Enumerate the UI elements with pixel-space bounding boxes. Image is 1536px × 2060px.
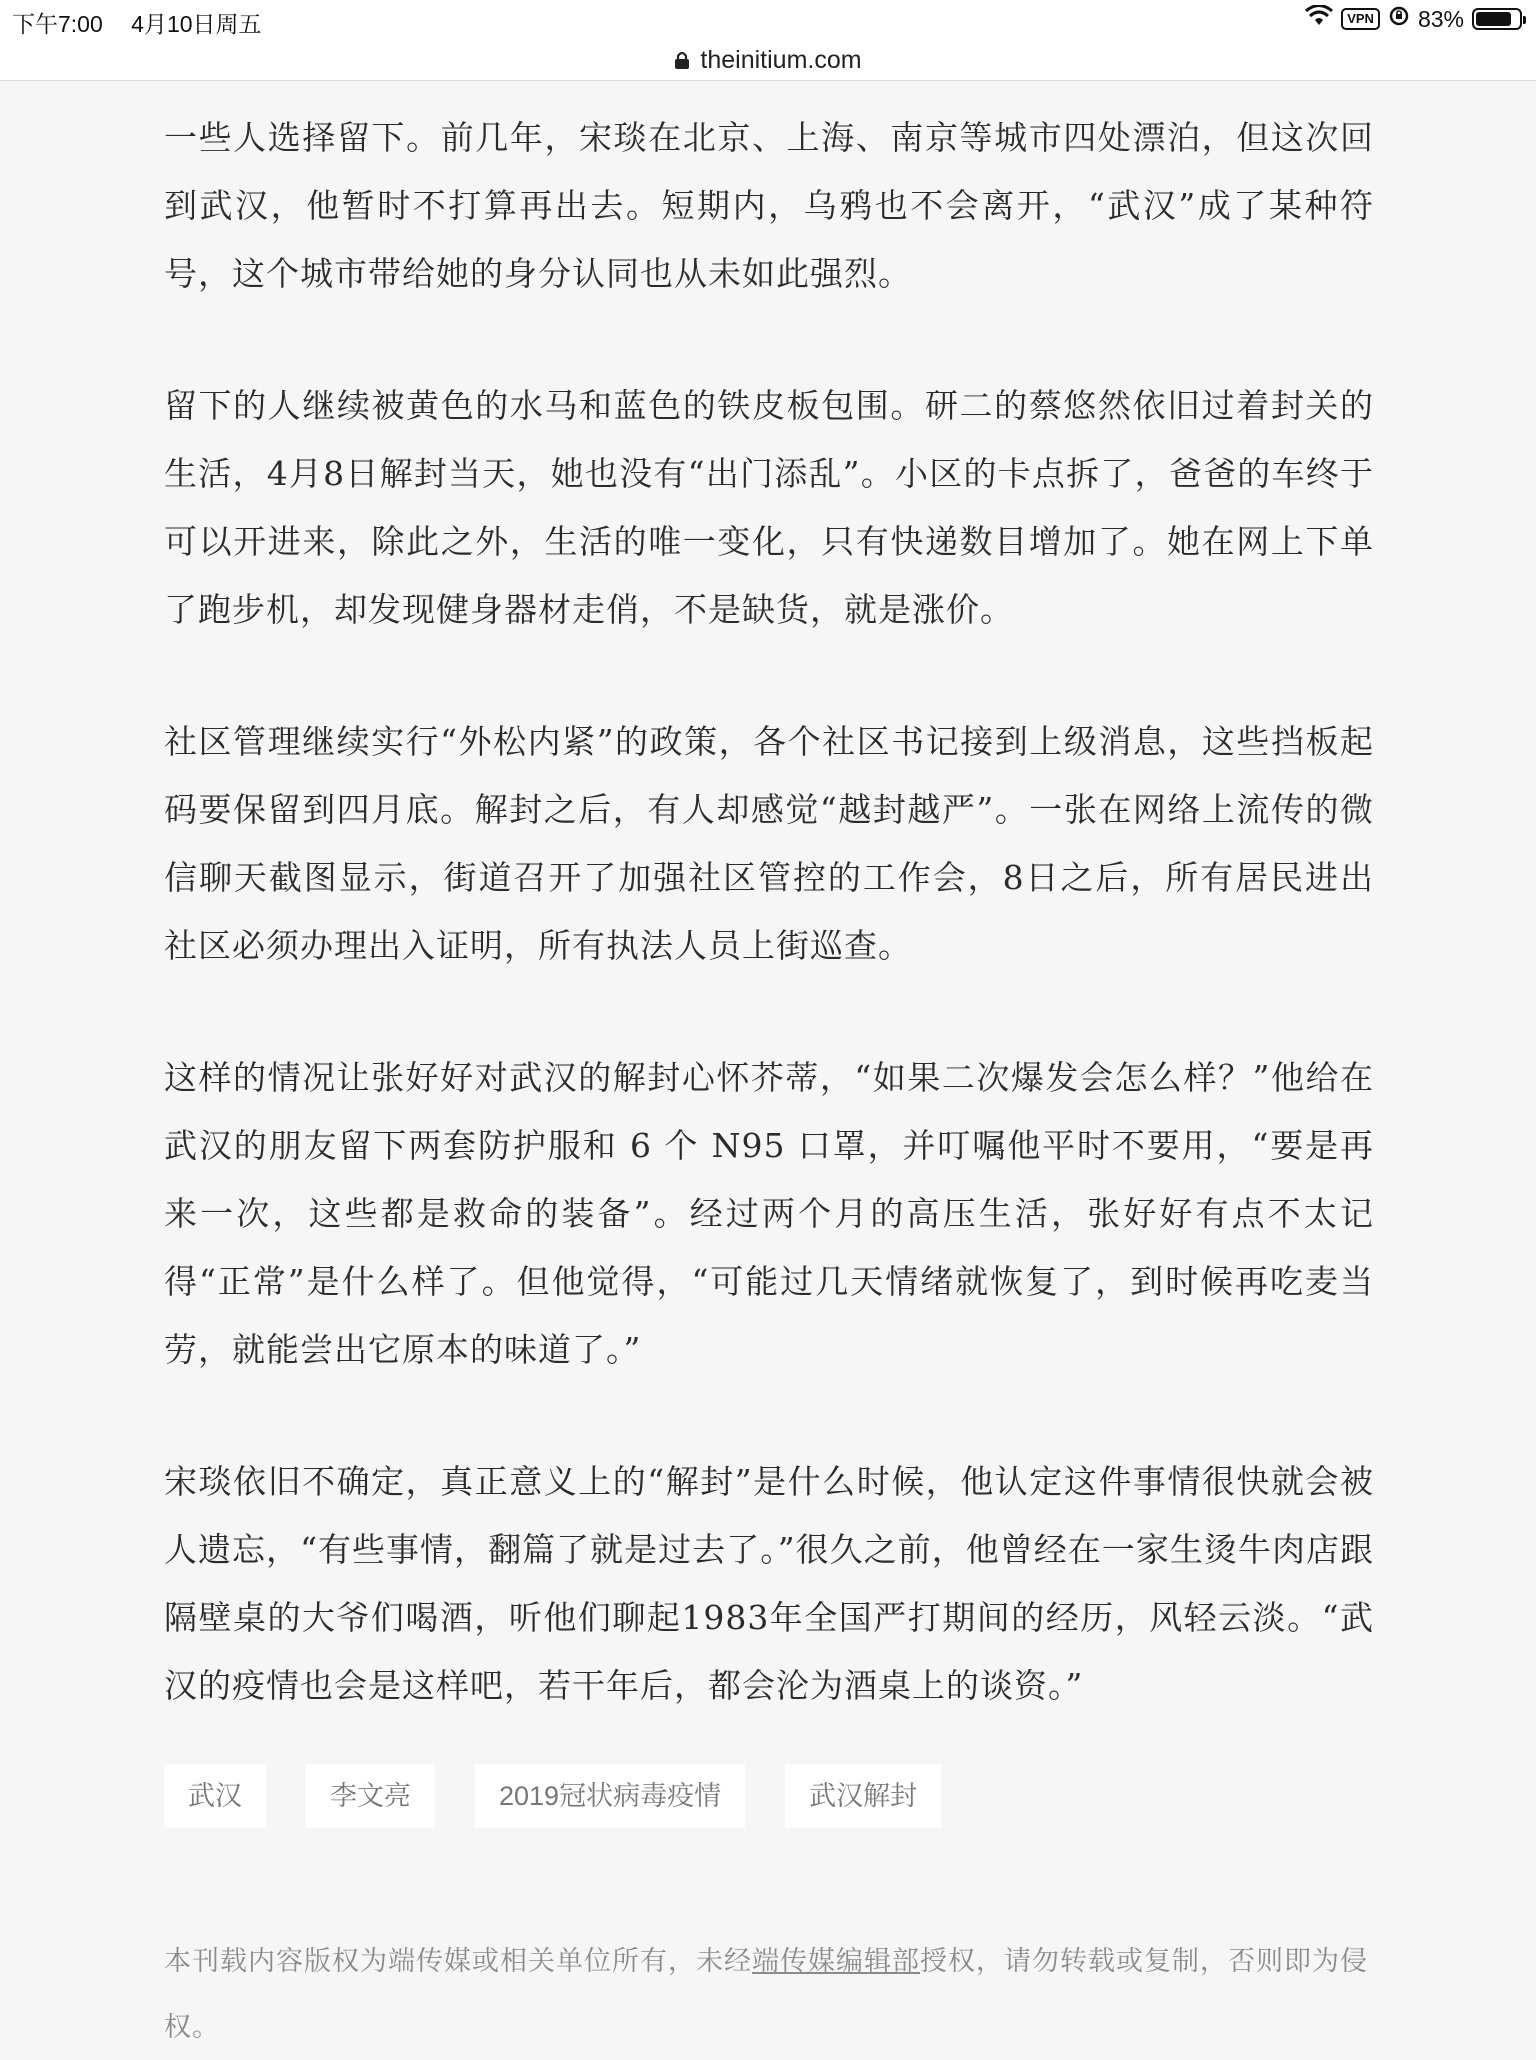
battery-level xyxy=(1476,12,1511,26)
lock-icon xyxy=(674,50,690,70)
status-bar xyxy=(0,0,1536,40)
battery-cap xyxy=(1523,16,1526,24)
status-right xyxy=(1305,5,1522,33)
url-text[interactable]: theinitium.com xyxy=(700,45,862,74)
copyright-notice xyxy=(164,1928,1374,2060)
copyright-text-after: 授权，请勿转载或复制，否则即为侵权。 xyxy=(164,1946,1368,2042)
wifi-icon xyxy=(1305,5,1333,33)
article-paragraph: 宋琰依旧不确定，真正意义上的“解封”是什么时候，他认定这件事情很快就会被人遗忘，“有些事情，翻篇了就是过去了。”很久之前，他曾经在一家生烫牛肉店跟隔壁桌的大爷们喝酒，听他们聊起1983年全国严打期间的经历，风轻云淡。“武汉的疫情也会是这样吧，若干年后，都会沦为酒桌上的谈资。” xyxy=(164,1462,1374,1705)
status-date: 4月10日周五 xyxy=(131,11,262,37)
article-body xyxy=(164,104,1374,1784)
article-paragraph: 这样的情况让张好好对武汉的解封心怀芥蒂，“如果二次爆发会怎么样？”他给在武汉的朋友留下两套防护服和 6 个 N95 口罩，并叮嘱他平时不要用，“要是再来一次，这些都是救命的装备”。经过两个月的高压生活，张好好有点不太记得“正常”是什么样了。但他觉得，“可能过几天情绪就恢复了，到时候再吃麦当劳，就能尝出它原本的味道了。” xyxy=(164,1058,1374,1369)
article-paragraph: 留下的人继续被黄色的水马和蓝色的铁皮板包围。研二的蔡悠然依旧过着封关的生活，4月8日解封当天，她也没有“出门添乱”。小区的卡点拆了，爸爸的车终于可以开进来，除此之外，生活的唯一变化，只有快递数目增加了。她在网上下单了跑步机，却发现健身器材走俏，不是缺货，就是涨价。 xyxy=(164,386,1374,629)
tag-wuhan-unlock[interactable]: 武汉解封 xyxy=(785,1764,941,1828)
tag-wuhan[interactable]: 武汉 xyxy=(164,1764,266,1828)
orientation-lock-icon xyxy=(1388,5,1410,33)
battery-icon xyxy=(1472,8,1522,30)
editorial-link[interactable]: 端传媒编辑部 xyxy=(752,1946,920,1976)
status-time: 下午7:00 xyxy=(12,11,103,37)
status-left xyxy=(12,6,284,39)
vpn-badge: VPN xyxy=(1341,8,1380,30)
tag-li-wenliang[interactable]: 李文亮 xyxy=(306,1764,435,1828)
tag-list xyxy=(164,1764,941,1828)
tag-coronavirus[interactable]: 2019冠状病毒疫情 xyxy=(475,1764,745,1828)
article-paragraph: 一些人选择留下。前几年，宋琰在北京、上海、南京等城市四处漂泊，但这次回到武汉，他暂时不打算再出去。短期内，乌鸦也不会离开，“武汉”成了某种符号，这个城市带给她的身分认同也从未如此强烈。 xyxy=(164,118,1374,293)
article-paragraph: 社区管理继续实行“外松内紧”的政策，各个社区书记接到上级消息，这些挡板起码要保留到四月底。解封之后，有人却感觉“越封越严”。一张在网络上流传的微信聊天截图显示，街道召开了加强社区管控的工作会，8日之后，所有居民进出社区必须办理出入证明，所有执法人员上街巡查。 xyxy=(164,722,1374,965)
battery-percent: 83% xyxy=(1417,5,1464,32)
address-bar[interactable] xyxy=(0,40,1536,81)
copyright-text-before: 本刊载内容版权为端传媒或相关单位所有，未经 xyxy=(164,1946,752,1976)
